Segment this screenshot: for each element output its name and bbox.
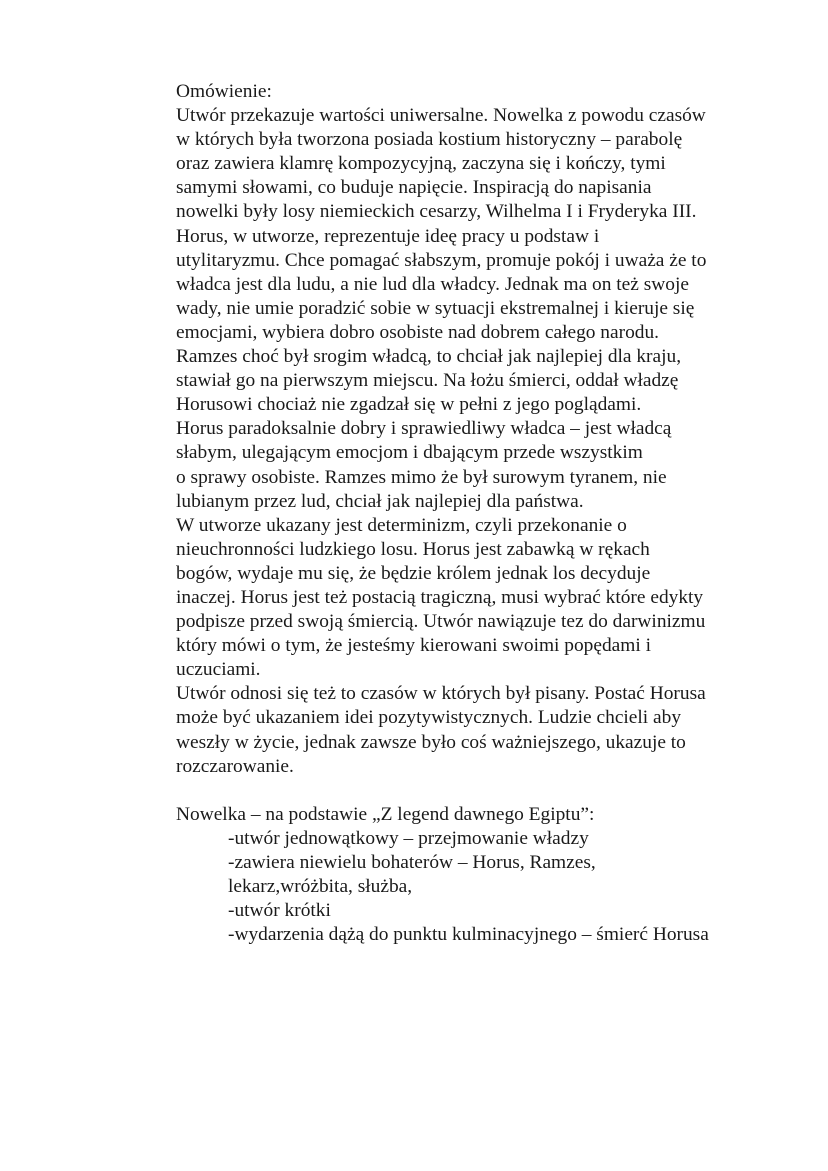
paragraph-line: rozczarowanie. <box>176 755 294 777</box>
paragraph-line: Horusowi chociaż nie zgadzał się w pełni z jego poglądami. <box>176 394 642 416</box>
paragraph-line: utylitaryzmu. Chce pomagać słabszym, promuje pokój i uważa że to <box>176 249 707 271</box>
paragraph-line: samymi słowami, co buduje napięcie. Inspiracją do napisania <box>176 177 652 199</box>
paragraph-line: Horus, w utworze, reprezentuje ideę pracy u podstaw i <box>176 225 600 247</box>
list-heading: Nowelka – na podstawie „Z legend dawnego Egiptu”: <box>176 803 595 825</box>
list-item: -utwór krótki <box>228 900 331 922</box>
paragraph-line: Utwór przekazuje wartości uniwersalne. Nowelka z powodu czasów <box>176 105 706 127</box>
paragraph-line: władca jest dla ludu, a nie lud dla władcy. Jednak ma on też swoje <box>176 273 689 295</box>
paragraph-line: stawiał go na pierwszym miejscu. Na łożu śmierci, oddał władzę <box>176 370 679 392</box>
paragraph-line: nowelki były losy niemieckich cesarzy, Wilhelma I i Fryderyka III. <box>176 201 697 223</box>
list-item: -zawiera niewielu bohaterów – Horus, Ramzes, <box>228 852 596 873</box>
paragraph-line: uczuciami. <box>176 659 261 681</box>
paragraph-line: podpisze przed swoją śmiercią. Utwór nawiązuje tez do darwinizmu <box>176 611 706 633</box>
list-item: -wydarzenia dążą do punktu kulminacyjnego – śmierć Horusa <box>228 924 709 946</box>
paragraph-line: oraz zawiera klamrę kompozycyjną, zaczyna się i kończy, tymi <box>176 153 666 175</box>
paragraph-line: weszły w życie, jednak zawsze było coś ważniejszego, ukazuje to <box>176 731 686 753</box>
document-text <box>176 80 816 947</box>
paragraph-line: emocjami, wybiera dobro osobiste nad dobrem całego narodu. <box>176 321 660 343</box>
paragraph-line: w których była tworzona posiada kostium historyczny – parabolę <box>176 129 683 151</box>
paragraph-line: może być ukazaniem idei pozytywistycznych. Ludzie chcieli aby <box>176 707 682 729</box>
paragraph-line: który mówi o tym, że jesteśmy kierowani swoimi popędami i <box>176 635 651 657</box>
list-item: -utwór jednowątkowy – przejmowanie władzy <box>228 827 589 849</box>
blank-line-spacer <box>176 779 816 803</box>
paragraph-line: W utworze ukazany jest determinizm, czyli przekonanie o <box>176 514 627 536</box>
paragraph-line: słabym, ulegającym emocjom i dbającym przede wszystkim <box>176 442 643 464</box>
paragraph-line: inaczej. Horus jest też postacią tragiczną, musi wybrać które edykty <box>176 586 704 608</box>
paragraph-line: bogów, wydaje mu się, że będzie królem jednak los decyduje <box>176 562 651 584</box>
paragraph-line: nieuchronności ludzkiego losu. Horus jest zabawką w rękach <box>176 538 650 560</box>
document-heading: Omówienie: <box>176 81 272 102</box>
list-item: lekarz,wróżbita, służba, <box>228 876 413 898</box>
paragraph-line: wady, nie umie poradzić sobie w sytuacji ekstremalnej i kieruje się <box>176 297 695 319</box>
paragraph-line: Horus paradoksalnie dobry i sprawiedliwy władca – jest władcą <box>176 418 672 440</box>
paragraph-line: Ramzes choć był srogim władcą, to chciał jak najlepiej dla kraju, <box>176 346 682 368</box>
paragraph-line: lubianym przez lud, chciał jak najlepiej dla państwa. <box>176 490 584 512</box>
paragraph-line: o sprawy osobiste. Ramzes mimo że był surowym tyranem, nie <box>176 466 667 488</box>
paragraph-line: Utwór odnosi się też to czasów w których był pisany. Postać Horusa <box>176 683 706 705</box>
